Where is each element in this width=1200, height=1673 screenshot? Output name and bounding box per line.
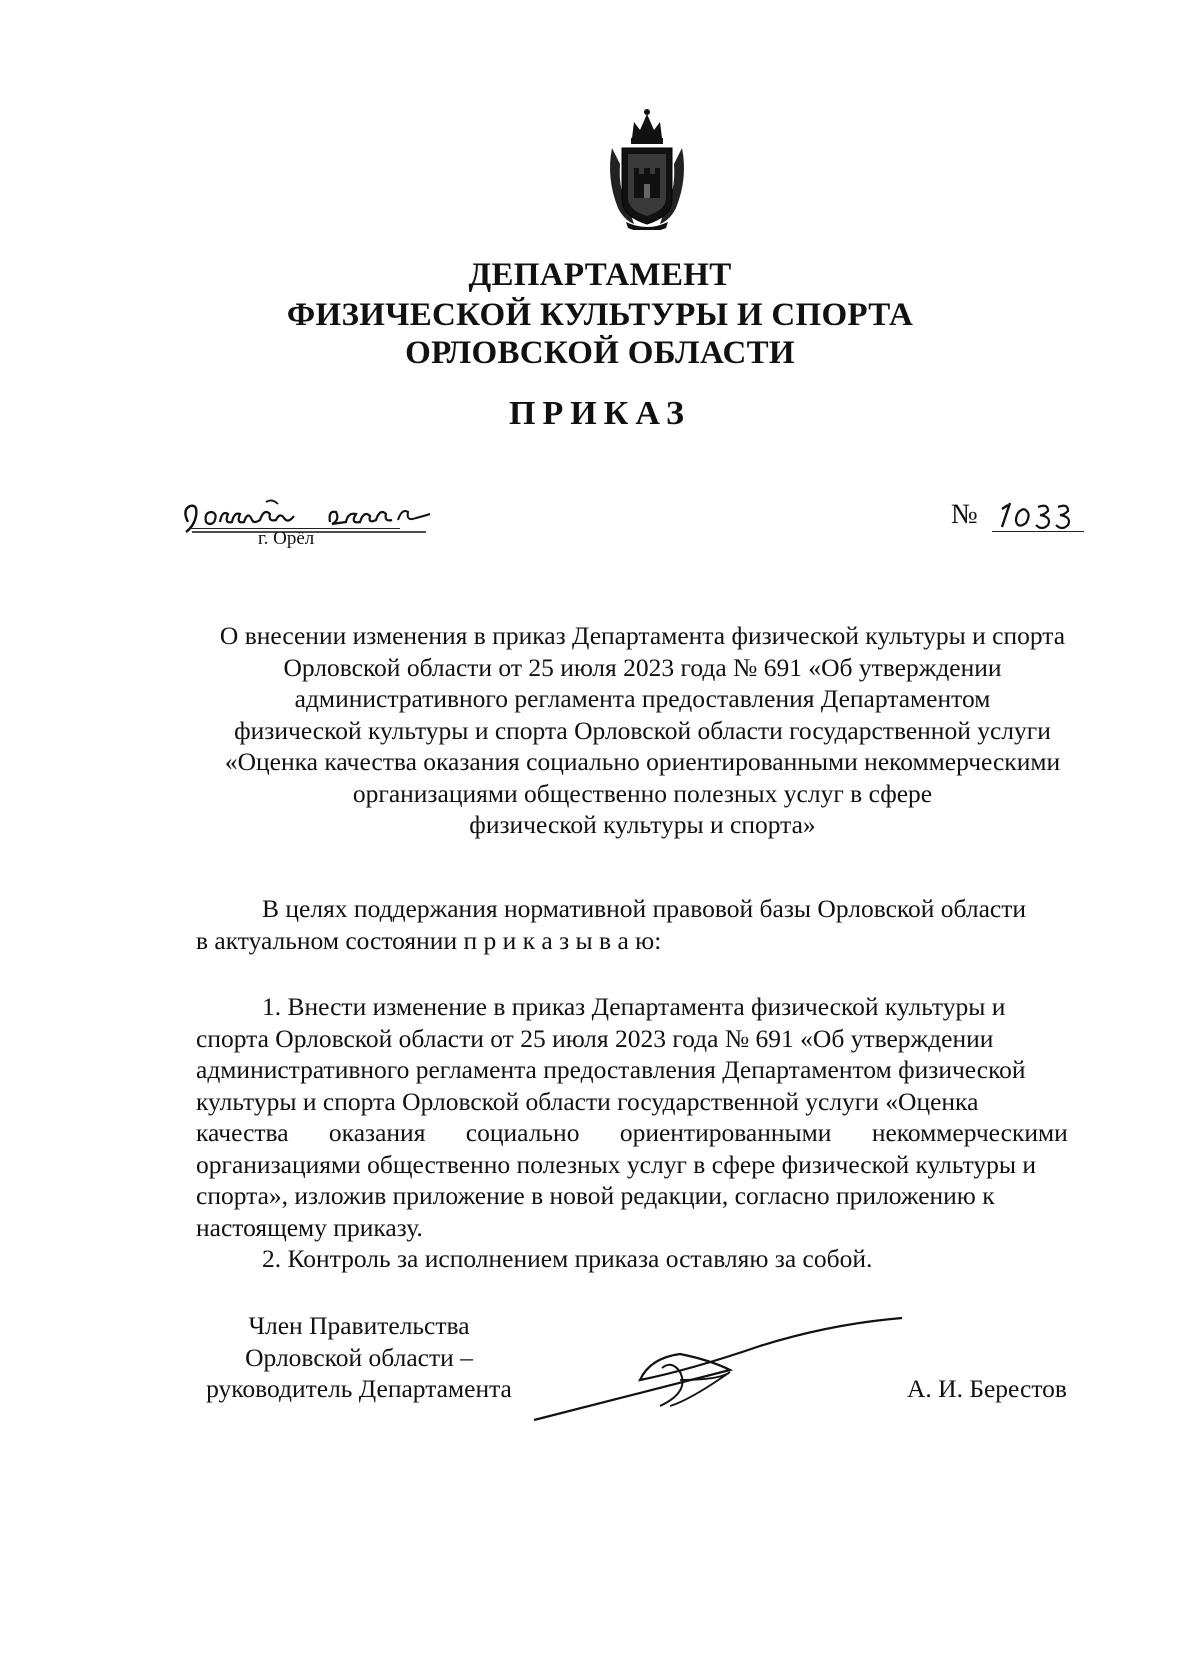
signer-position-line: руководитель Департамента <box>206 1374 512 1403</box>
number-underline <box>992 531 1084 532</box>
subject-line: административного регламента предоставления Департаментом <box>294 684 991 713</box>
subject-line: организациями общественно полезных услуг в сфере <box>352 778 933 808</box>
item-1-line: спорта Орловской области от 25 июля 2023 года № 691 «Об утверждении <box>196 1023 994 1053</box>
handwritten-signature <box>530 1310 910 1430</box>
item-1-line: культуры и спорта Орловской области государственной услуги «Оценка <box>196 1086 979 1116</box>
subject-line: Орловской области от 25 июля 2023 года № 691 «Об утверждении <box>283 652 1002 682</box>
subject-line: О внесении изменения в приказ Департамента физической культуры и спорта <box>219 621 1066 650</box>
signer-position-line: Член Правительства <box>248 1311 470 1340</box>
item-1-line: спорта», изложив приложение в новой редакции, согласно приложению к <box>196 1181 995 1210</box>
document-subject <box>180 620 1105 841</box>
subject-line: физической культуры и спорта» <box>469 810 816 839</box>
item-1-line: настоящему приказу. <box>196 1212 423 1242</box>
signer-name: А. И. Берестов <box>907 1374 1067 1403</box>
department-name-line-1: ДЕПАРТАМЕНТ <box>468 257 732 293</box>
item-2: 2. Контроль за исполнением приказа оставляю за собой. <box>262 1244 873 1273</box>
number-label: № <box>951 499 978 530</box>
signer-position <box>189 1310 529 1405</box>
preamble-line: в актуальном состоянии п р и к а з ы в а ю: <box>196 925 662 955</box>
preamble <box>196 893 1100 956</box>
item-1-line: организациями общественно полезных услуг в сфере физической культуры и <box>196 1149 1036 1179</box>
item-1-line: 1. Внести изменение в приказ Департамента физической культуры и <box>262 992 1006 1021</box>
department-name-line-3: ОРЛОВСКОЙ ОБЛАСТИ <box>405 335 795 371</box>
preamble-line: В целях поддержания нормативной правовой базы Орловской области <box>262 894 1027 923</box>
city-label: г. Орёл <box>258 528 315 549</box>
department-name-line-2: ФИЗИЧЕСКОЙ КУЛЬТУРЫ И СПОРТА <box>286 297 914 333</box>
handwritten-number <box>988 495 1088 535</box>
subject-line: физической культуры и спорта Орловской области государственной услуги <box>234 715 1051 745</box>
item-1-line: качества оказания социально ориентированными некоммерческими <box>196 1118 1068 1147</box>
order-items <box>196 991 1100 1275</box>
signer-position-line: Орловской области – <box>245 1342 473 1372</box>
item-1-line: административного регламента предоставления Департаментом физической <box>196 1055 1026 1084</box>
coat-of-arms-icon <box>604 108 690 230</box>
document-type-title: ПРИКАЗ <box>509 395 691 432</box>
subject-line: «Оценка качества оказания социально ориентированными некоммерческими <box>224 747 1061 776</box>
